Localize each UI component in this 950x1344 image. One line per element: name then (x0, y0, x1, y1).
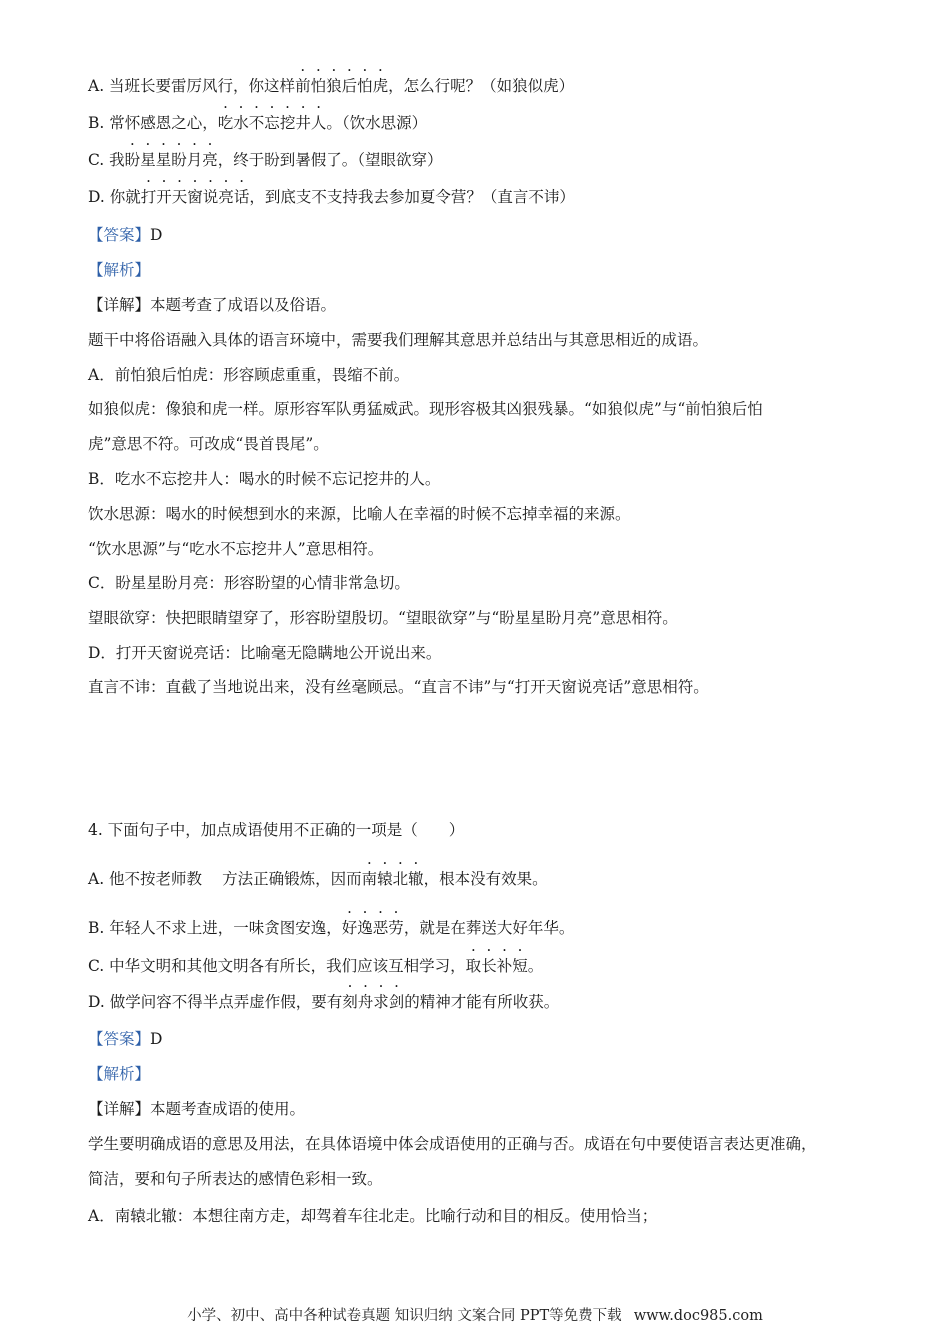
answer-tag: 【答案】 (88, 1030, 151, 1048)
emphasis-char: 忘 (264, 114, 280, 132)
emphasis-char: 劳 (388, 919, 404, 937)
dotted-idiom (295, 77, 388, 95)
q3-answer (88, 225, 162, 245)
emphasis-char: 井 (295, 114, 311, 132)
emphasis-char: 辙 (408, 870, 424, 888)
q4-option-a: A. 他不按老师教 方法正确锻炼，因而南辕北辙，根本没有效果。 (88, 870, 548, 888)
emphasis-char: 求 (373, 993, 389, 1011)
emphasis-char: 狼 (326, 77, 342, 95)
emphasis-char: 恶 (372, 919, 389, 937)
q4-line: 学生要明确成语的意思及用法，在具体语境中体会成语使用的正确与否。成语在句中要使语言表达更准确， (88, 1135, 817, 1153)
emphasis-char: 怕 (357, 77, 373, 95)
q4-stem: 4. 下面句子中，加点成语使用不正确的一项是（ ） (88, 821, 465, 839)
emphasis-char: 盼 (171, 151, 187, 169)
q3-line: A．前怕狼后怕虎：形容顾虑重重，畏缩不前。 (88, 366, 410, 384)
q3-line: 直言不讳：直截了当地说出来，没有丝毫顾忌。“直言不讳”与“打开天窗说亮话”意思相符。 (88, 678, 709, 696)
emphasis-char: 人 (310, 114, 327, 132)
q3-line: C．盼星星盼月亮：形容盼望的心情非常急切。 (88, 574, 410, 592)
q4-option-d: D. 做学问容不得半点弄虚作假，要有刻舟求剑的精神才能有所收获。 (88, 993, 560, 1011)
emphasis-char: 吃 (217, 114, 234, 132)
emphasis-char: 开 (156, 188, 172, 206)
emphasis-char: 盼 (124, 151, 141, 169)
emphasis-char: 取 (465, 957, 482, 975)
q3-line: 望眼欲穿：快把眼睛望穿了，形容盼望殷切。“望眼欲穿”与“盼星星盼月亮”意思相符。 (88, 609, 678, 627)
q3-option-d: D. 你就打开天窗说亮话，到底支不支持我去参加夏令营？（直言不讳） (88, 188, 575, 206)
q4-option-b: B. 年轻人不求上进，一味贪图安逸，好逸恶劳，就是在葬送大好年华。 (88, 919, 575, 937)
dotted-idiom (342, 919, 404, 937)
emphasis-char: 天 (171, 188, 188, 206)
emphasis-char: 补 (496, 957, 513, 975)
emphasis-char: 南 (361, 870, 378, 888)
emphasis-char: 虎 (372, 77, 389, 95)
emphasis-char: 打 (140, 188, 157, 206)
q4-line: 简洁，要和句子所表达的感情色彩相一致。 (88, 1170, 383, 1188)
q3-analysis-tag: 【解析】 (88, 261, 151, 279)
emphasis-char: 星 (140, 151, 156, 169)
q4-option-c: C. 中华文明和其他文明各有所长，我们应该互相学习，取长补短。 (88, 957, 544, 975)
emphasis-char: 星 (155, 151, 172, 169)
emphasis-char: 逸 (357, 919, 373, 937)
footer-link[interactable]: www.doc985.com (633, 1308, 763, 1324)
q3-option-b: B. 常怀感恩之心，吃水不忘挖井人。（饮水思源） (88, 114, 428, 132)
emphasis-char: 月 (186, 151, 203, 169)
q4-analysis-tag: 【解析】 (88, 1065, 151, 1083)
page-footer (0, 1306, 950, 1326)
emphasis-char: 亮 (202, 151, 218, 169)
dotted-idiom (125, 151, 218, 169)
emphasis-char: 辕 (377, 870, 393, 888)
q3-line: “饮水思源”与“吃水不忘挖井人”意思相符。 (88, 540, 384, 558)
emphasis-char: 好 (341, 919, 358, 937)
emphasis-char: 剑 (388, 993, 405, 1011)
emphasis-char: 前 (295, 77, 311, 95)
q3-option-a: A. 当班长要雷厉风行，你这样前怕狼后怕虎，怎么行呢？（如狼似虎） (88, 77, 575, 95)
footer-text: 小学、初中、高中各种试卷真题 知识归纳 文案合同 PPT等免费下载 (187, 1308, 622, 1324)
emphasis-char: 水 (233, 114, 249, 132)
emphasis-char: 窗 (187, 188, 203, 206)
emphasis-char: 长 (481, 957, 497, 975)
answer-value: D (150, 1030, 163, 1048)
emphasis-char: 怕 (310, 77, 327, 95)
dotted-idiom (218, 114, 327, 132)
emphasis-char: 后 (341, 77, 358, 95)
q3-line: D．打开天窗说亮话：比喻毫无隐瞒地公开说出来。 (88, 644, 442, 662)
q3-detail: 【详解】本题考查了成语以及俗语。 (88, 296, 337, 314)
q4-answer (88, 1029, 162, 1049)
dotted-idiom (466, 957, 528, 975)
dotted-idiom (141, 188, 250, 206)
q4-detail: 【详解】本题考查成语的使用。 (88, 1100, 306, 1118)
emphasis-char: 刻 (342, 993, 358, 1011)
q3-line: B．吃水不忘挖井人：喝水的时候不忘记挖井的人。 (88, 470, 441, 488)
emphasis-char: 说 (202, 188, 219, 206)
emphasis-char: 不 (248, 114, 265, 132)
q4-line: A．南辕北辙：本想往南方走，却驾着车往北走。比喻行动和目的相反。使用恰当； (88, 1207, 658, 1225)
dotted-idiom (362, 870, 424, 888)
q3-line: 饮水思源：喝水的时候想到水的来源，比喻人在幸福的时候不忘掉幸福的来源。 (88, 505, 631, 523)
q3-line: 虎”意思不符。可改成“畏首畏尾”。 (88, 435, 329, 453)
emphasis-char: 舟 (357, 993, 374, 1011)
answer-value: D (150, 226, 163, 244)
emphasis-char: 短 (512, 957, 528, 975)
emphasis-char: 话 (233, 188, 250, 206)
emphasis-char: 北 (392, 870, 409, 888)
q3-line: 如狼似虎：像狼和虎一样。原形容军队勇猛威武。现形容极其凶狠残暴。“如狼似虎”与“前怕狼后怕 (88, 400, 763, 418)
q3-line: 题干中将俗语融入具体的语言环境中，需要我们理解其意思并总结出与其意思相近的成语。 (88, 331, 709, 349)
q3-option-c: C. 我盼星星盼月亮，终于盼到暑假了。（望眼欲穿） (88, 151, 443, 169)
answer-tag: 【答案】 (88, 226, 151, 244)
emphasis-char: 挖 (279, 114, 296, 132)
dotted-idiom (342, 993, 404, 1011)
emphasis-char: 亮 (218, 188, 234, 206)
